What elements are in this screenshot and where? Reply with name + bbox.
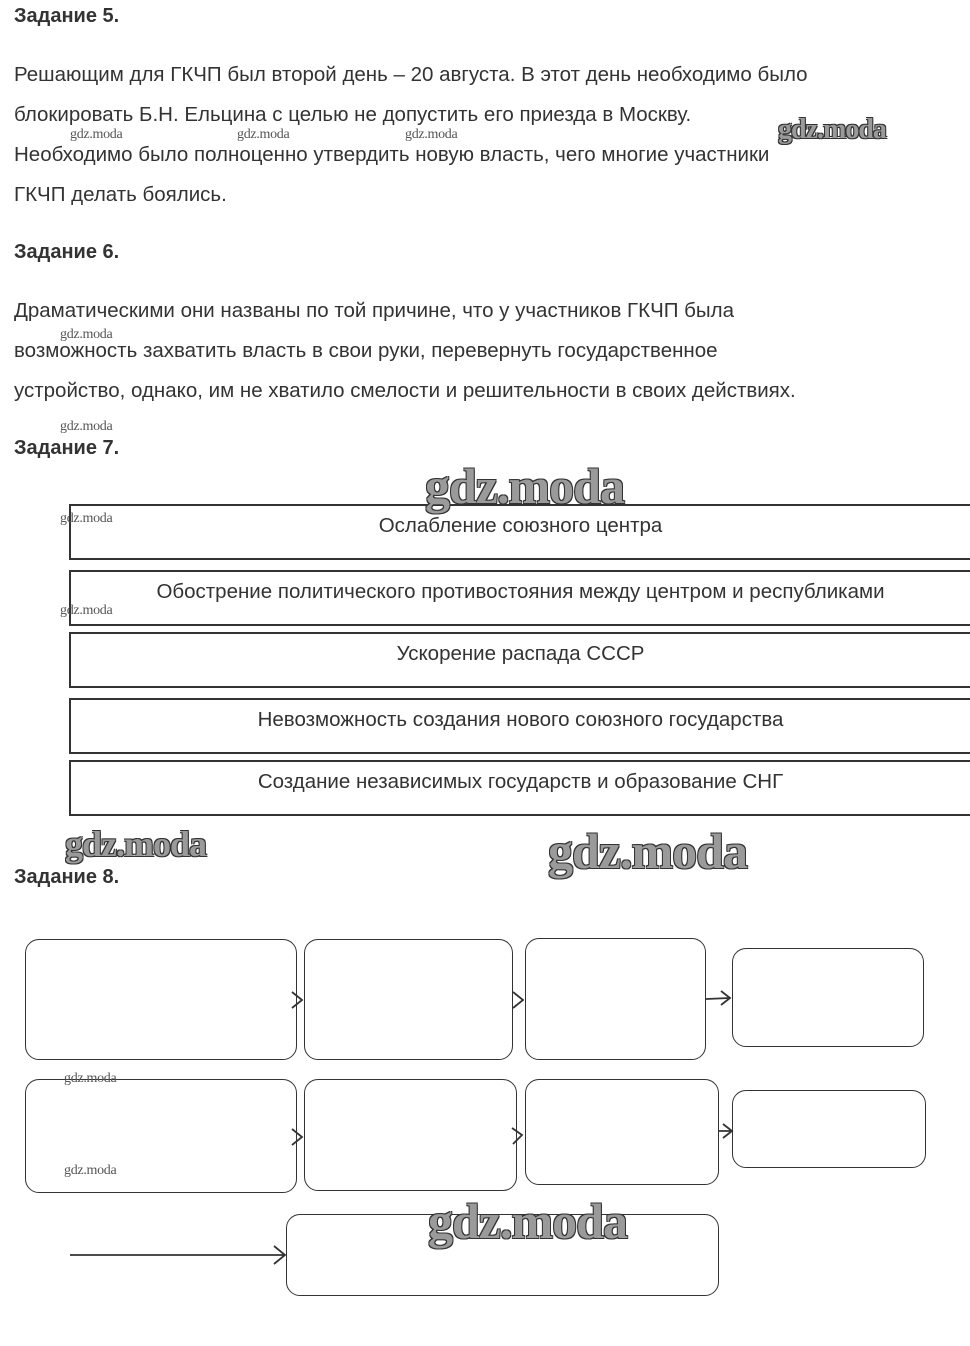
- task6-line: возможность захватить власть в свои руки, перевернуть государственное: [14, 339, 718, 362]
- task5-line: блокировать Б.Н. Ельцина с целью не допустить его приезда в Москву.: [14, 103, 692, 126]
- chain-box: [69, 760, 970, 816]
- chain-box-text: Ослабление союзного центра: [378, 514, 663, 537]
- arrow-right-icon: [513, 992, 523, 1008]
- task5-line: Решающим для ГКЧП был второй день – 20 августа. В этот день необходимо было: [14, 63, 808, 86]
- task6-line: Драматическими они названы по той причине, что у участников ГКЧП была: [14, 299, 735, 322]
- task5-line: Необходимо было полноценно утвердить новую власть, чего многие участники: [14, 143, 770, 166]
- watermark-large: gdz.moda: [548, 823, 747, 879]
- arrow-right-icon: [706, 991, 730, 1005]
- watermark-small: gdz.moda: [237, 127, 290, 142]
- task6-heading: Задание 6.: [14, 241, 120, 263]
- watermark-small: gdz.moda: [60, 419, 113, 434]
- flow-box-empty: [525, 938, 706, 1060]
- arrow-right-icon: [70, 1246, 285, 1264]
- chain-box-text: Создание независимых государств и образование СНГ: [257, 770, 784, 793]
- watermark-large: gdz.moda: [65, 824, 207, 864]
- flow-box-empty: [525, 1079, 719, 1185]
- chain-box: [69, 570, 970, 626]
- watermark-large: gdz.moda: [425, 458, 624, 514]
- task5-line: ГКЧП делать боялись.: [14, 183, 227, 206]
- watermark-small: gdz.moda: [64, 1071, 117, 1086]
- arrow-right-icon: [719, 1124, 732, 1138]
- chain-box: [69, 632, 970, 688]
- watermark-large: gdz.moda: [778, 114, 886, 145]
- watermark-small: gdz.moda: [60, 603, 113, 618]
- task8-heading: Задание 8.: [14, 866, 120, 888]
- chain-box-text: Невозможность создания нового союзного государства: [257, 708, 784, 731]
- watermark-small: gdz.moda: [60, 511, 113, 526]
- task6-line: устройство, однако, им не хватило смелости и решительности в своих действиях.: [14, 379, 796, 402]
- flow-box-empty: [732, 948, 924, 1047]
- watermark-large: gdz.moda: [428, 1193, 627, 1249]
- chain-box-text: Ускорение распада СССР: [396, 642, 645, 665]
- chain-box-text: Обострение политического противостояния между центром и республиками: [156, 580, 885, 603]
- flow-box-empty: [304, 939, 513, 1060]
- task7-heading: Задание 7.: [14, 437, 120, 459]
- watermark-small: gdz.moda: [405, 127, 458, 142]
- watermark-small: gdz.moda: [70, 127, 123, 142]
- chain-box: [69, 698, 970, 754]
- flow-box-empty: [732, 1090, 926, 1168]
- task6-answer: [14, 291, 954, 411]
- watermark-small: gdz.moda: [64, 1163, 117, 1178]
- task5-heading: Задание 5.: [14, 5, 120, 27]
- watermark-small: gdz.moda: [60, 327, 113, 342]
- flow-box-empty: [25, 939, 297, 1060]
- flow-box-empty: [304, 1079, 517, 1191]
